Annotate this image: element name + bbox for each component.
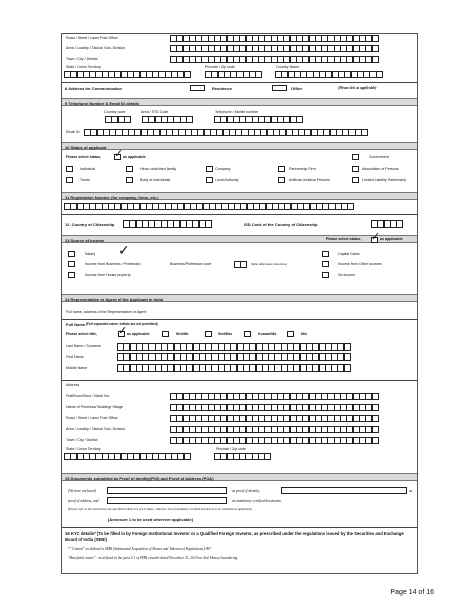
std-label: Area / STD Code xyxy=(141,110,169,114)
salary-label: Salary xyxy=(85,252,96,256)
citizenship-label: 12. Country of Citizenship xyxy=(65,222,115,227)
char-box[interactable] xyxy=(344,364,351,372)
control-note: * "Control" as defined in SEBI (Substantial Acquisition of Shares and Takeovers) Regulations,1997 xyxy=(68,547,211,551)
char-box[interactable] xyxy=(372,45,379,52)
country-code-boxes[interactable] xyxy=(105,116,130,123)
as-poa-label: proof of address, and xyxy=(68,499,99,503)
s13-prompt: Please select status, xyxy=(326,237,362,241)
no-income-checkbox[interactable] xyxy=(322,272,329,278)
residence-checkbox[interactable] xyxy=(190,85,205,91)
bp-code-label: Business/Profession code xyxy=(170,262,212,266)
government-label: Government xyxy=(369,155,389,159)
individual-checkbox[interactable] xyxy=(66,166,73,172)
beneficial-note: "Beneficial owner" - as defined in the para 5.1 of SEBI circular dated December 31, 2010 on Anti Money Laundering. xyxy=(68,556,239,560)
s10-title: 10 Status of applicant xyxy=(65,145,107,150)
ajp-label: Artificial Juridical Persons xyxy=(289,178,330,182)
char-box[interactable] xyxy=(372,393,379,400)
ajp-checkbox[interactable] xyxy=(278,177,285,183)
individual-label: Individual xyxy=(80,167,96,171)
char-box[interactable] xyxy=(344,343,351,351)
company-checkbox[interactable] xyxy=(206,166,213,172)
area-boxes[interactable] xyxy=(170,45,378,52)
road-label: Road / Street / Lane/ Post Office xyxy=(66,36,118,40)
pin-label: Pincode / Zip code xyxy=(205,65,235,69)
state-boxes[interactable] xyxy=(64,71,190,78)
annexure-note: [Annexure 1 to be used wherever applicable] xyxy=(108,517,193,522)
llp-checkbox[interactable] xyxy=(352,177,359,183)
boi-checkbox[interactable] xyxy=(126,177,133,183)
email-boxes[interactable] xyxy=(84,129,367,136)
smt-label: Smt/Mrs xyxy=(218,332,233,336)
poi-field-2[interactable] xyxy=(281,487,407,494)
check-icon: ✓ xyxy=(371,230,381,243)
pin-boxes-2[interactable] xyxy=(214,453,271,460)
as-poi-label: as proof of identity, xyxy=(232,489,260,493)
kumari-checkbox[interactable] xyxy=(244,331,251,337)
local-authority-checkbox[interactable] xyxy=(206,177,213,183)
town-label-2: Town / City / District xyxy=(66,438,98,442)
poi-field[interactable] xyxy=(107,487,227,494)
char-box[interactable] xyxy=(264,453,271,460)
pin-boxes[interactable] xyxy=(205,71,262,78)
surname-label: Last Name / Surname xyxy=(66,344,101,348)
mandatory-label: as mandatory certified documents. xyxy=(232,499,282,503)
premises-label: Name of Premises/ Building/ Village xyxy=(66,405,124,409)
bp-code-boxes[interactable] xyxy=(234,261,247,268)
divider xyxy=(62,214,417,215)
bp-note: (Refer table below instructions) xyxy=(251,263,287,266)
premises-boxes[interactable] xyxy=(170,404,378,411)
country-code-label: Country code xyxy=(104,110,126,114)
area-label: Area / Locality / Taluka/ Sub- Division xyxy=(66,46,126,50)
no-income-label: No income xyxy=(338,273,356,277)
s15-header xyxy=(62,473,417,481)
other-sources-checkbox[interactable] xyxy=(322,261,329,267)
shri-label: Shri/Mr. xyxy=(176,332,190,336)
aop-label: Association of Persons xyxy=(362,167,399,171)
char-box[interactable] xyxy=(255,71,262,78)
check-icon: ✓ xyxy=(114,147,124,160)
s9-title: 9 Telephone Number & Email ID details xyxy=(65,101,139,106)
huf-checkbox[interactable] xyxy=(126,166,133,172)
firstname-boxes[interactable] xyxy=(117,353,350,361)
smt-checkbox[interactable] xyxy=(205,331,212,337)
country-boxes[interactable] xyxy=(275,71,382,78)
state-label: State / Union Territory xyxy=(66,65,101,69)
office-checkbox[interactable] xyxy=(272,85,287,91)
huf-label: Hindu undivided family xyxy=(140,167,177,171)
trusts-checkbox[interactable] xyxy=(66,177,73,183)
area-boxes-2[interactable] xyxy=(170,426,378,433)
divider xyxy=(62,82,417,83)
house-label: Income from House property xyxy=(85,273,131,277)
std-boxes[interactable] xyxy=(142,116,192,123)
s14-as-applicable: as applicable xyxy=(127,332,150,336)
partnership-label: Partnership Firm xyxy=(289,167,316,171)
state-label-2: State / Union Territory xyxy=(66,447,101,451)
char-box[interactable] xyxy=(347,203,354,210)
company-label: Company xyxy=(215,167,231,171)
divider xyxy=(62,380,417,381)
state-boxes-2[interactable] xyxy=(64,453,190,460)
firstname-label: First Name xyxy=(66,355,84,359)
poa-field[interactable] xyxy=(107,497,227,504)
middlename-label: Middle Name xyxy=(66,366,88,370)
surname-boxes[interactable] xyxy=(117,343,350,351)
char-box[interactable] xyxy=(186,116,193,123)
page-number: Page 14 of 16 xyxy=(390,589,434,596)
country-label: Country Name xyxy=(276,65,300,69)
divider xyxy=(62,527,417,528)
s14-prompt: Please select title, xyxy=(66,332,97,336)
ms-checkbox[interactable] xyxy=(287,331,294,337)
s11-header xyxy=(62,192,417,200)
kumari-label: Kumari/Ms xyxy=(258,332,277,336)
char-box[interactable] xyxy=(205,220,212,228)
char-box[interactable] xyxy=(124,116,131,123)
road-boxes[interactable] xyxy=(170,35,378,42)
address-head: Address xyxy=(66,383,80,387)
char-box[interactable] xyxy=(372,404,379,411)
boi-label: Body of Individuals xyxy=(140,178,171,182)
office-label: Office xyxy=(291,86,303,91)
char-box[interactable] xyxy=(344,353,351,361)
partnership-checkbox[interactable] xyxy=(278,166,285,172)
tel-boxes[interactable] xyxy=(214,116,302,123)
char-box[interactable] xyxy=(372,437,379,444)
isd-boxes[interactable] xyxy=(371,220,402,228)
shri-checkbox[interactable] xyxy=(162,331,169,337)
business-checkbox[interactable] xyxy=(68,261,75,267)
salary-checkbox[interactable] xyxy=(68,251,75,257)
capital-gains-label: Capital Gains xyxy=(338,252,360,256)
fullname-title: Full Name xyxy=(66,322,86,327)
check-icon: ✓ xyxy=(118,324,128,337)
s14-title: 14 Representative or Agent of the Applicant in India xyxy=(65,297,163,302)
s10-as-applicable: as applicable xyxy=(123,155,146,159)
flat-label: Flat/Room/Door / Block No. xyxy=(66,394,110,398)
road-label-2: Road / Street / Lane/ Post Office xyxy=(66,416,118,420)
char-box[interactable] xyxy=(240,261,247,268)
s13-header xyxy=(62,235,417,243)
s13-as-applicable: as applicable xyxy=(380,237,403,241)
llp-label: Limited Liability Partnership xyxy=(362,178,406,182)
s11-title: 11 Registration Number (for company, firms, etc.) xyxy=(65,195,159,200)
s9-header xyxy=(62,98,417,106)
other-sources-label: Income from Other sources xyxy=(338,262,382,266)
check-icon: ✓ xyxy=(118,243,130,259)
aop-checkbox[interactable] xyxy=(352,166,359,172)
s10-prompt: Please select status, xyxy=(66,155,102,159)
char-box[interactable] xyxy=(184,71,191,78)
registration-boxes[interactable] xyxy=(64,203,354,210)
government-checkbox[interactable] xyxy=(352,154,359,160)
char-box[interactable] xyxy=(296,116,303,123)
char-box[interactable] xyxy=(372,415,379,422)
s16-title: 16 KYC details* [To be filled in by Foreign Institutional Investor or a Qualified Foreign Investor, as prescribed under the regulations issued by the Securities and Exchange Board of India (SEBI) xyxy=(65,531,404,542)
s14-header xyxy=(62,294,417,302)
flat-boxes[interactable] xyxy=(170,393,378,400)
s15-title: 15 Documents submitted as Proof of Identity(POI) and Proof of Address (POA) xyxy=(65,476,214,481)
char-box[interactable] xyxy=(372,426,379,433)
pin-label-2: Pincode / Zip code xyxy=(216,447,246,451)
char-box[interactable] xyxy=(361,129,368,136)
fullname-note: (Full expanded name: initials are not permitted) xyxy=(86,322,158,326)
residence-label: Residence xyxy=(212,86,233,91)
s14-subtitle: Full name, address of the Representative or Agent xyxy=(66,310,147,314)
char-box[interactable] xyxy=(372,56,379,63)
town-boxes[interactable] xyxy=(170,56,378,63)
trusts-label: Trusts xyxy=(80,178,90,182)
tel-label: Telephone / Mobile number xyxy=(215,110,259,114)
business-label: Income from Business / Profession xyxy=(85,262,141,266)
s13-title: 13 Source of Income xyxy=(65,238,105,243)
s8-note: (Please tick as applicable) xyxy=(338,86,377,90)
citizenship-boxes[interactable] xyxy=(123,220,211,228)
as-label: as xyxy=(409,489,413,493)
divider xyxy=(62,319,417,320)
s8-title: 8 Address for Communication xyxy=(65,86,122,91)
road-boxes-2[interactable] xyxy=(170,415,378,422)
house-checkbox[interactable] xyxy=(68,272,75,278)
char-box[interactable] xyxy=(184,453,191,460)
refer-note: (Please refer to the instructions (as specified in Rule 114 of I.T. Rules, 1962) for list of mandatory certified documents to be submitted as applicable) xyxy=(68,507,253,511)
char-box[interactable] xyxy=(376,71,383,78)
email-label: Email ID xyxy=(66,130,80,134)
char-box[interactable] xyxy=(372,35,379,42)
area-label-2: Area / Locality / Taluka/ Sub- Division xyxy=(66,427,126,431)
town-boxes-2[interactable] xyxy=(170,437,378,444)
char-box[interactable] xyxy=(396,220,403,228)
capital-gains-checkbox[interactable] xyxy=(322,251,329,257)
isd-label: ISD Code of the Country of Citizenship xyxy=(244,222,318,227)
ms-label: M/s xyxy=(301,332,307,336)
local-authority-label: Local Authority xyxy=(215,178,239,182)
town-label: Town / City / District xyxy=(66,57,98,61)
enclosed-label: (We have enclosed) xyxy=(68,489,96,493)
middlename-boxes[interactable] xyxy=(117,364,350,372)
